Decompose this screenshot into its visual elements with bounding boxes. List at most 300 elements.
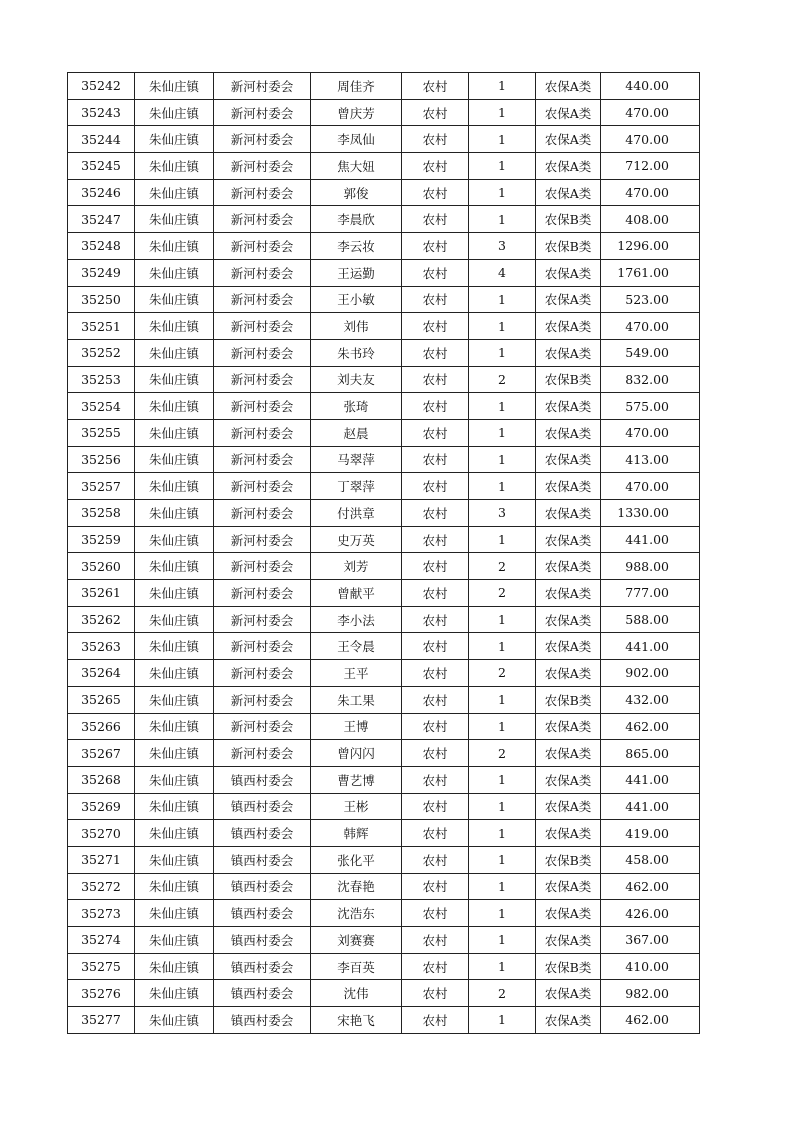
household-count-cell: 3 bbox=[469, 500, 536, 527]
insurance-class-cell: 农保B类 bbox=[536, 366, 601, 393]
table-row bbox=[68, 179, 700, 206]
household-count-cell: 1 bbox=[469, 766, 536, 793]
town-cell: 朱仙庄镇 bbox=[135, 980, 214, 1007]
person-name-cell: 刘赛赛 bbox=[311, 927, 402, 954]
insurance-class-cell: 农保A类 bbox=[536, 580, 601, 607]
town-cell: 朱仙庄镇 bbox=[135, 553, 214, 580]
person-name-cell: 丁翠萍 bbox=[311, 473, 402, 500]
residence-type-cell: 农村 bbox=[402, 500, 469, 527]
village-committee-cell: 新河村委会 bbox=[214, 740, 311, 767]
table-row bbox=[68, 980, 700, 1007]
record-number-cell: 35242 bbox=[68, 73, 135, 100]
household-count-cell: 2 bbox=[469, 580, 536, 607]
residence-type-cell: 农村 bbox=[402, 606, 469, 633]
village-committee-cell: 新河村委会 bbox=[214, 580, 311, 607]
town-cell: 朱仙庄镇 bbox=[135, 900, 214, 927]
table-row bbox=[68, 126, 700, 153]
village-committee-cell: 新河村委会 bbox=[214, 99, 311, 126]
village-committee-cell: 镇西村委会 bbox=[214, 793, 311, 820]
village-committee-cell: 新河村委会 bbox=[214, 393, 311, 420]
residence-type-cell: 农村 bbox=[402, 313, 469, 340]
person-name-cell: 焦大妞 bbox=[311, 153, 402, 180]
person-name-cell: 郭俊 bbox=[311, 179, 402, 206]
table-row bbox=[68, 846, 700, 873]
household-count-cell: 1 bbox=[469, 179, 536, 206]
town-cell: 朱仙庄镇 bbox=[135, 153, 214, 180]
insurance-class-cell: 农保A类 bbox=[536, 633, 601, 660]
record-number-cell: 35274 bbox=[68, 927, 135, 954]
record-number-cell: 35272 bbox=[68, 873, 135, 900]
town-cell: 朱仙庄镇 bbox=[135, 73, 214, 100]
village-committee-cell: 新河村委会 bbox=[214, 366, 311, 393]
table-row bbox=[68, 473, 700, 500]
residence-type-cell: 农村 bbox=[402, 126, 469, 153]
residence-type-cell: 农村 bbox=[402, 953, 469, 980]
insurance-class-cell: 农保A类 bbox=[536, 259, 601, 286]
record-number-cell: 35247 bbox=[68, 206, 135, 233]
town-cell: 朱仙庄镇 bbox=[135, 446, 214, 473]
table-row bbox=[68, 580, 700, 607]
village-committee-cell: 新河村委会 bbox=[214, 526, 311, 553]
town-cell: 朱仙庄镇 bbox=[135, 99, 214, 126]
table-row bbox=[68, 286, 700, 313]
village-committee-cell: 镇西村委会 bbox=[214, 820, 311, 847]
record-number-cell: 35269 bbox=[68, 793, 135, 820]
town-cell: 朱仙庄镇 bbox=[135, 393, 214, 420]
village-committee-cell: 新河村委会 bbox=[214, 286, 311, 313]
household-count-cell: 1 bbox=[469, 339, 536, 366]
household-count-cell: 1 bbox=[469, 153, 536, 180]
household-count-cell: 1 bbox=[469, 820, 536, 847]
residence-type-cell: 农村 bbox=[402, 633, 469, 660]
record-number-cell: 35257 bbox=[68, 473, 135, 500]
record-number-cell: 35271 bbox=[68, 846, 135, 873]
person-name-cell: 李凤仙 bbox=[311, 126, 402, 153]
table-row bbox=[68, 927, 700, 954]
amount-cell: 367.00 bbox=[601, 927, 700, 954]
village-committee-cell: 镇西村委会 bbox=[214, 927, 311, 954]
record-number-cell: 35249 bbox=[68, 259, 135, 286]
residence-type-cell: 农村 bbox=[402, 473, 469, 500]
household-count-cell: 2 bbox=[469, 366, 536, 393]
amount-cell: 523.00 bbox=[601, 286, 700, 313]
person-name-cell: 李百英 bbox=[311, 953, 402, 980]
person-name-cell: 王平 bbox=[311, 660, 402, 687]
table-row bbox=[68, 633, 700, 660]
person-name-cell: 王博 bbox=[311, 713, 402, 740]
record-number-cell: 35259 bbox=[68, 526, 135, 553]
person-name-cell: 王令晨 bbox=[311, 633, 402, 660]
record-number-cell: 35246 bbox=[68, 179, 135, 206]
amount-cell: 419.00 bbox=[601, 820, 700, 847]
insurance-class-cell: 农保A类 bbox=[536, 873, 601, 900]
residence-type-cell: 农村 bbox=[402, 366, 469, 393]
record-number-cell: 35250 bbox=[68, 286, 135, 313]
insurance-class-cell: 农保A类 bbox=[536, 526, 601, 553]
town-cell: 朱仙庄镇 bbox=[135, 233, 214, 260]
village-committee-cell: 新河村委会 bbox=[214, 660, 311, 687]
record-number-cell: 35255 bbox=[68, 419, 135, 446]
residence-type-cell: 农村 bbox=[402, 99, 469, 126]
village-committee-cell: 新河村委会 bbox=[214, 233, 311, 260]
table-row bbox=[68, 259, 700, 286]
household-count-cell: 1 bbox=[469, 846, 536, 873]
amount-cell: 470.00 bbox=[601, 419, 700, 446]
town-cell: 朱仙庄镇 bbox=[135, 179, 214, 206]
village-committee-cell: 镇西村委会 bbox=[214, 953, 311, 980]
town-cell: 朱仙庄镇 bbox=[135, 526, 214, 553]
amount-cell: 470.00 bbox=[601, 126, 700, 153]
town-cell: 朱仙庄镇 bbox=[135, 633, 214, 660]
person-name-cell: 马翠萍 bbox=[311, 446, 402, 473]
residence-type-cell: 农村 bbox=[402, 206, 469, 233]
town-cell: 朱仙庄镇 bbox=[135, 339, 214, 366]
town-cell: 朱仙庄镇 bbox=[135, 313, 214, 340]
person-name-cell: 王运勤 bbox=[311, 259, 402, 286]
household-count-cell: 4 bbox=[469, 259, 536, 286]
amount-cell: 470.00 bbox=[601, 313, 700, 340]
record-number-cell: 35261 bbox=[68, 580, 135, 607]
amount-cell: 462.00 bbox=[601, 1007, 700, 1034]
insurance-class-cell: 农保B类 bbox=[536, 846, 601, 873]
amount-cell: 441.00 bbox=[601, 526, 700, 553]
insurance-class-cell: 农保A类 bbox=[536, 153, 601, 180]
household-count-cell: 1 bbox=[469, 1007, 536, 1034]
table-row bbox=[68, 686, 700, 713]
insurance-class-cell: 农保A类 bbox=[536, 339, 601, 366]
person-name-cell: 沈浩东 bbox=[311, 900, 402, 927]
person-name-cell: 张琦 bbox=[311, 393, 402, 420]
table-row bbox=[68, 446, 700, 473]
town-cell: 朱仙庄镇 bbox=[135, 660, 214, 687]
town-cell: 朱仙庄镇 bbox=[135, 606, 214, 633]
insurance-class-cell: 农保A类 bbox=[536, 793, 601, 820]
person-name-cell: 沈伟 bbox=[311, 980, 402, 1007]
residence-type-cell: 农村 bbox=[402, 179, 469, 206]
record-number-cell: 35245 bbox=[68, 153, 135, 180]
table-row bbox=[68, 713, 700, 740]
town-cell: 朱仙庄镇 bbox=[135, 580, 214, 607]
record-number-cell: 35265 bbox=[68, 686, 135, 713]
table-body bbox=[68, 73, 700, 1034]
household-count-cell: 1 bbox=[469, 313, 536, 340]
household-count-cell: 1 bbox=[469, 713, 536, 740]
residence-type-cell: 农村 bbox=[402, 846, 469, 873]
village-committee-cell: 新河村委会 bbox=[214, 446, 311, 473]
town-cell: 朱仙庄镇 bbox=[135, 713, 214, 740]
town-cell: 朱仙庄镇 bbox=[135, 846, 214, 873]
amount-cell: 426.00 bbox=[601, 900, 700, 927]
table-row bbox=[68, 73, 700, 100]
insurance-class-cell: 农保A类 bbox=[536, 1007, 601, 1034]
household-count-cell: 1 bbox=[469, 606, 536, 633]
person-name-cell: 曾闪闪 bbox=[311, 740, 402, 767]
village-committee-cell: 镇西村委会 bbox=[214, 766, 311, 793]
benefit-roster-table bbox=[67, 72, 700, 1034]
person-name-cell: 曾庆芳 bbox=[311, 99, 402, 126]
record-number-cell: 35248 bbox=[68, 233, 135, 260]
household-count-cell: 1 bbox=[469, 953, 536, 980]
town-cell: 朱仙庄镇 bbox=[135, 366, 214, 393]
residence-type-cell: 农村 bbox=[402, 1007, 469, 1034]
record-number-cell: 35273 bbox=[68, 900, 135, 927]
table-row bbox=[68, 206, 700, 233]
village-committee-cell: 新河村委会 bbox=[214, 73, 311, 100]
residence-type-cell: 农村 bbox=[402, 900, 469, 927]
amount-cell: 1761.00 bbox=[601, 259, 700, 286]
village-committee-cell: 镇西村委会 bbox=[214, 1007, 311, 1034]
amount-cell: 588.00 bbox=[601, 606, 700, 633]
table-row bbox=[68, 500, 700, 527]
village-committee-cell: 新河村委会 bbox=[214, 313, 311, 340]
insurance-class-cell: 农保A类 bbox=[536, 927, 601, 954]
insurance-class-cell: 农保B类 bbox=[536, 206, 601, 233]
household-count-cell: 2 bbox=[469, 660, 536, 687]
person-name-cell: 刘伟 bbox=[311, 313, 402, 340]
insurance-class-cell: 农保A类 bbox=[536, 766, 601, 793]
record-number-cell: 35256 bbox=[68, 446, 135, 473]
insurance-class-cell: 农保B类 bbox=[536, 233, 601, 260]
record-number-cell: 35244 bbox=[68, 126, 135, 153]
residence-type-cell: 农村 bbox=[402, 153, 469, 180]
residence-type-cell: 农村 bbox=[402, 980, 469, 1007]
village-committee-cell: 新河村委会 bbox=[214, 126, 311, 153]
town-cell: 朱仙庄镇 bbox=[135, 259, 214, 286]
town-cell: 朱仙庄镇 bbox=[135, 793, 214, 820]
village-committee-cell: 新河村委会 bbox=[214, 179, 311, 206]
insurance-class-cell: 农保A类 bbox=[536, 660, 601, 687]
insurance-class-cell: 农保A类 bbox=[536, 500, 601, 527]
table-row bbox=[68, 766, 700, 793]
household-count-cell: 3 bbox=[469, 233, 536, 260]
record-number-cell: 35277 bbox=[68, 1007, 135, 1034]
insurance-class-cell: 农保A类 bbox=[536, 286, 601, 313]
amount-cell: 410.00 bbox=[601, 953, 700, 980]
person-name-cell: 沈春艳 bbox=[311, 873, 402, 900]
table-row bbox=[68, 313, 700, 340]
table-row bbox=[68, 1007, 700, 1034]
insurance-class-cell: 农保A类 bbox=[536, 99, 601, 126]
record-number-cell: 35267 bbox=[68, 740, 135, 767]
insurance-class-cell: 农保A类 bbox=[536, 73, 601, 100]
residence-type-cell: 农村 bbox=[402, 393, 469, 420]
residence-type-cell: 农村 bbox=[402, 446, 469, 473]
person-name-cell: 周佳齐 bbox=[311, 73, 402, 100]
village-committee-cell: 新河村委会 bbox=[214, 473, 311, 500]
insurance-class-cell: 农保A类 bbox=[536, 740, 601, 767]
person-name-cell: 宋艳飞 bbox=[311, 1007, 402, 1034]
town-cell: 朱仙庄镇 bbox=[135, 740, 214, 767]
town-cell: 朱仙庄镇 bbox=[135, 473, 214, 500]
household-count-cell: 1 bbox=[469, 419, 536, 446]
table-row bbox=[68, 660, 700, 687]
table-row bbox=[68, 393, 700, 420]
household-count-cell: 1 bbox=[469, 286, 536, 313]
insurance-class-cell: 农保A类 bbox=[536, 900, 601, 927]
table-row bbox=[68, 153, 700, 180]
person-name-cell: 朱书玲 bbox=[311, 339, 402, 366]
table-row bbox=[68, 606, 700, 633]
household-count-cell: 1 bbox=[469, 206, 536, 233]
person-name-cell: 王彬 bbox=[311, 793, 402, 820]
person-name-cell: 付洪章 bbox=[311, 500, 402, 527]
household-count-cell: 2 bbox=[469, 740, 536, 767]
town-cell: 朱仙庄镇 bbox=[135, 206, 214, 233]
record-number-cell: 35258 bbox=[68, 500, 135, 527]
amount-cell: 902.00 bbox=[601, 660, 700, 687]
insurance-class-cell: 农保A类 bbox=[536, 446, 601, 473]
residence-type-cell: 农村 bbox=[402, 713, 469, 740]
residence-type-cell: 农村 bbox=[402, 793, 469, 820]
insurance-class-cell: 农保A类 bbox=[536, 980, 601, 1007]
amount-cell: 777.00 bbox=[601, 580, 700, 607]
household-count-cell: 1 bbox=[469, 873, 536, 900]
table-row bbox=[68, 99, 700, 126]
record-number-cell: 35243 bbox=[68, 99, 135, 126]
village-committee-cell: 新河村委会 bbox=[214, 259, 311, 286]
residence-type-cell: 农村 bbox=[402, 259, 469, 286]
insurance-class-cell: 农保A类 bbox=[536, 713, 601, 740]
record-number-cell: 35275 bbox=[68, 953, 135, 980]
town-cell: 朱仙庄镇 bbox=[135, 126, 214, 153]
person-name-cell: 王小敏 bbox=[311, 286, 402, 313]
village-committee-cell: 新河村委会 bbox=[214, 206, 311, 233]
amount-cell: 462.00 bbox=[601, 873, 700, 900]
amount-cell: 832.00 bbox=[601, 366, 700, 393]
insurance-class-cell: 农保A类 bbox=[536, 820, 601, 847]
amount-cell: 982.00 bbox=[601, 980, 700, 1007]
amount-cell: 413.00 bbox=[601, 446, 700, 473]
amount-cell: 1296.00 bbox=[601, 233, 700, 260]
insurance-class-cell: 农保B类 bbox=[536, 686, 601, 713]
amount-cell: 575.00 bbox=[601, 393, 700, 420]
village-committee-cell: 新河村委会 bbox=[214, 153, 311, 180]
table-row bbox=[68, 953, 700, 980]
record-number-cell: 35254 bbox=[68, 393, 135, 420]
table-row bbox=[68, 873, 700, 900]
insurance-class-cell: 农保A类 bbox=[536, 473, 601, 500]
table-row bbox=[68, 366, 700, 393]
insurance-class-cell: 农保A类 bbox=[536, 553, 601, 580]
village-committee-cell: 新河村委会 bbox=[214, 713, 311, 740]
amount-cell: 865.00 bbox=[601, 740, 700, 767]
record-number-cell: 35260 bbox=[68, 553, 135, 580]
table-row bbox=[68, 740, 700, 767]
household-count-cell: 1 bbox=[469, 686, 536, 713]
amount-cell: 470.00 bbox=[601, 473, 700, 500]
residence-type-cell: 农村 bbox=[402, 686, 469, 713]
residence-type-cell: 农村 bbox=[402, 553, 469, 580]
town-cell: 朱仙庄镇 bbox=[135, 820, 214, 847]
household-count-cell: 1 bbox=[469, 393, 536, 420]
household-count-cell: 1 bbox=[469, 126, 536, 153]
town-cell: 朱仙庄镇 bbox=[135, 286, 214, 313]
table-row bbox=[68, 553, 700, 580]
village-committee-cell: 新河村委会 bbox=[214, 553, 311, 580]
town-cell: 朱仙庄镇 bbox=[135, 1007, 214, 1034]
person-name-cell: 赵晨 bbox=[311, 419, 402, 446]
household-count-cell: 1 bbox=[469, 793, 536, 820]
household-count-cell: 2 bbox=[469, 980, 536, 1007]
residence-type-cell: 农村 bbox=[402, 526, 469, 553]
residence-type-cell: 农村 bbox=[402, 660, 469, 687]
residence-type-cell: 农村 bbox=[402, 339, 469, 366]
person-name-cell: 李晨欣 bbox=[311, 206, 402, 233]
residence-type-cell: 农村 bbox=[402, 233, 469, 260]
residence-type-cell: 农村 bbox=[402, 766, 469, 793]
household-count-cell: 1 bbox=[469, 73, 536, 100]
household-count-cell: 1 bbox=[469, 526, 536, 553]
town-cell: 朱仙庄镇 bbox=[135, 953, 214, 980]
table-row bbox=[68, 526, 700, 553]
amount-cell: 432.00 bbox=[601, 686, 700, 713]
residence-type-cell: 农村 bbox=[402, 740, 469, 767]
town-cell: 朱仙庄镇 bbox=[135, 766, 214, 793]
residence-type-cell: 农村 bbox=[402, 820, 469, 847]
table-row bbox=[68, 419, 700, 446]
residence-type-cell: 农村 bbox=[402, 873, 469, 900]
amount-cell: 470.00 bbox=[601, 179, 700, 206]
town-cell: 朱仙庄镇 bbox=[135, 873, 214, 900]
person-name-cell: 刘夫友 bbox=[311, 366, 402, 393]
insurance-class-cell: 农保A类 bbox=[536, 179, 601, 206]
person-name-cell: 曾献平 bbox=[311, 580, 402, 607]
amount-cell: 549.00 bbox=[601, 339, 700, 366]
amount-cell: 470.00 bbox=[601, 99, 700, 126]
amount-cell: 458.00 bbox=[601, 846, 700, 873]
amount-cell: 441.00 bbox=[601, 633, 700, 660]
town-cell: 朱仙庄镇 bbox=[135, 686, 214, 713]
residence-type-cell: 农村 bbox=[402, 419, 469, 446]
record-number-cell: 35276 bbox=[68, 980, 135, 1007]
person-name-cell: 张化平 bbox=[311, 846, 402, 873]
record-number-cell: 35251 bbox=[68, 313, 135, 340]
amount-cell: 462.00 bbox=[601, 713, 700, 740]
village-committee-cell: 新河村委会 bbox=[214, 339, 311, 366]
insurance-class-cell: 农保B类 bbox=[536, 953, 601, 980]
residence-type-cell: 农村 bbox=[402, 286, 469, 313]
village-committee-cell: 新河村委会 bbox=[214, 500, 311, 527]
amount-cell: 440.00 bbox=[601, 73, 700, 100]
record-number-cell: 35263 bbox=[68, 633, 135, 660]
village-committee-cell: 新河村委会 bbox=[214, 419, 311, 446]
household-count-cell: 2 bbox=[469, 553, 536, 580]
town-cell: 朱仙庄镇 bbox=[135, 500, 214, 527]
table-row bbox=[68, 820, 700, 847]
person-name-cell: 史万英 bbox=[311, 526, 402, 553]
residence-type-cell: 农村 bbox=[402, 927, 469, 954]
amount-cell: 441.00 bbox=[601, 766, 700, 793]
record-number-cell: 35264 bbox=[68, 660, 135, 687]
amount-cell: 408.00 bbox=[601, 206, 700, 233]
town-cell: 朱仙庄镇 bbox=[135, 419, 214, 446]
person-name-cell: 李小法 bbox=[311, 606, 402, 633]
insurance-class-cell: 农保A类 bbox=[536, 419, 601, 446]
amount-cell: 988.00 bbox=[601, 553, 700, 580]
insurance-class-cell: 农保A类 bbox=[536, 126, 601, 153]
amount-cell: 712.00 bbox=[601, 153, 700, 180]
table-row bbox=[68, 793, 700, 820]
village-committee-cell: 新河村委会 bbox=[214, 606, 311, 633]
person-name-cell: 刘芳 bbox=[311, 553, 402, 580]
household-count-cell: 1 bbox=[469, 473, 536, 500]
village-committee-cell: 镇西村委会 bbox=[214, 900, 311, 927]
record-number-cell: 35253 bbox=[68, 366, 135, 393]
village-committee-cell: 镇西村委会 bbox=[214, 846, 311, 873]
person-name-cell: 曹艺博 bbox=[311, 766, 402, 793]
record-number-cell: 35266 bbox=[68, 713, 135, 740]
insurance-class-cell: 农保A类 bbox=[536, 313, 601, 340]
